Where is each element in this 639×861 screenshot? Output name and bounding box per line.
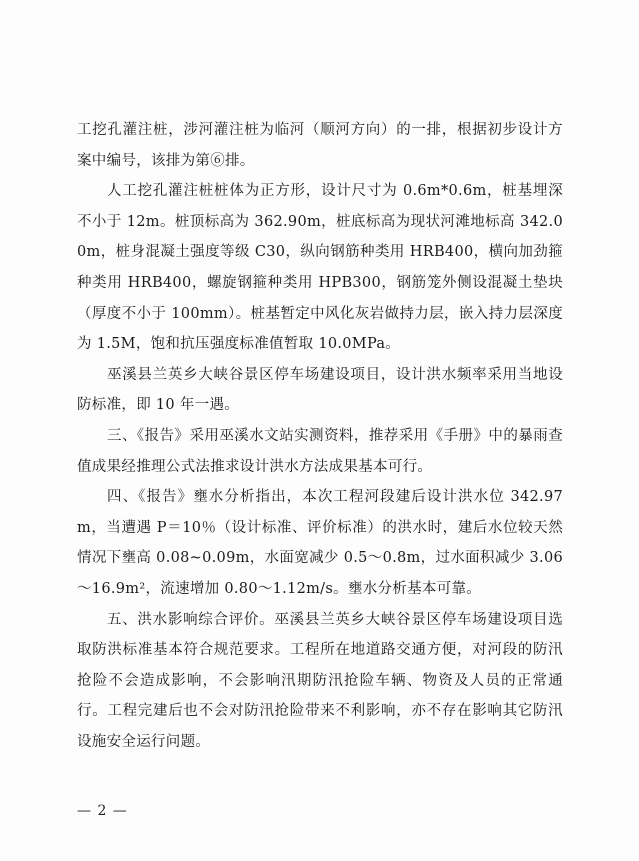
page-number: — 2 — [77,803,128,819]
paragraph-pile-design: 人工挖孔灌注桩桩体为正方形，设计尺寸为 0.6m*0.6m，桩基埋深不小于 12m。桩顶标高为 362.90m，桩底标高为现状河滩地标高 342.00m，桩身混凝土强度等级 C30，纵向钢筋种类用 HRB400，横向加劲箍种类用 HRB400，螺旋钢箍种类用 HPB300，钢筋笼外侧设混凝土垫块（厚度不小于 100mm）。桩基暂定中风化灰岩做持力层，嵌入持力层深度为 1.5M，饱和抗压强度标准值暂取 10.0MPa。 [77,183,563,353]
document-body [77,115,563,757]
paragraph-flood-frequency: 巫溪县兰英乡大峡谷景区停车场建设项目，设计洪水频率采用当地设防标准，即 10 年一遇。 [77,366,563,414]
paragraph-section-four: 四、《报告》壅水分析指出，本次工程河段建后设计洪水位 342.97m，当遭遇 P＝10％（设计标准、评价标准）的洪水时，建后水位较天然情况下壅高 0.08~0.09m，水面宽减少 0.5～0.8m，过水面积减少 3.06～16.9m²，流速增加 0.80～1.12m/s。壅水分析基本可靠。 [77,489,563,597]
paragraph-section-three: 三、《报告》采用巫溪水文站实测资料，推荐采用《手册》中的暴雨查值成果经推理公式法推求设计洪水方法成果基本可行。 [77,427,563,475]
paragraph-continuation: 工挖孔灌注桩，涉河灌注桩为临河（顺河方向）的一排，根据初步设计方案中编号，该排为第⑥排。 [77,122,563,169]
paragraph-section-five: 五、洪水影响综合评价。巫溪县兰英乡大峡谷景区停车场建设项目选取防洪标准基本符合规范要求。工程所在地道路交通方便，对河段的防汛抢险不会造成影响，不会影响汛期防汛抢险车辆、物资及人员的正常通行。工程完建后也不会对防汛抢险带来不利影响，亦不存在影响其它防汛设施安全运行问题。 [77,611,563,750]
